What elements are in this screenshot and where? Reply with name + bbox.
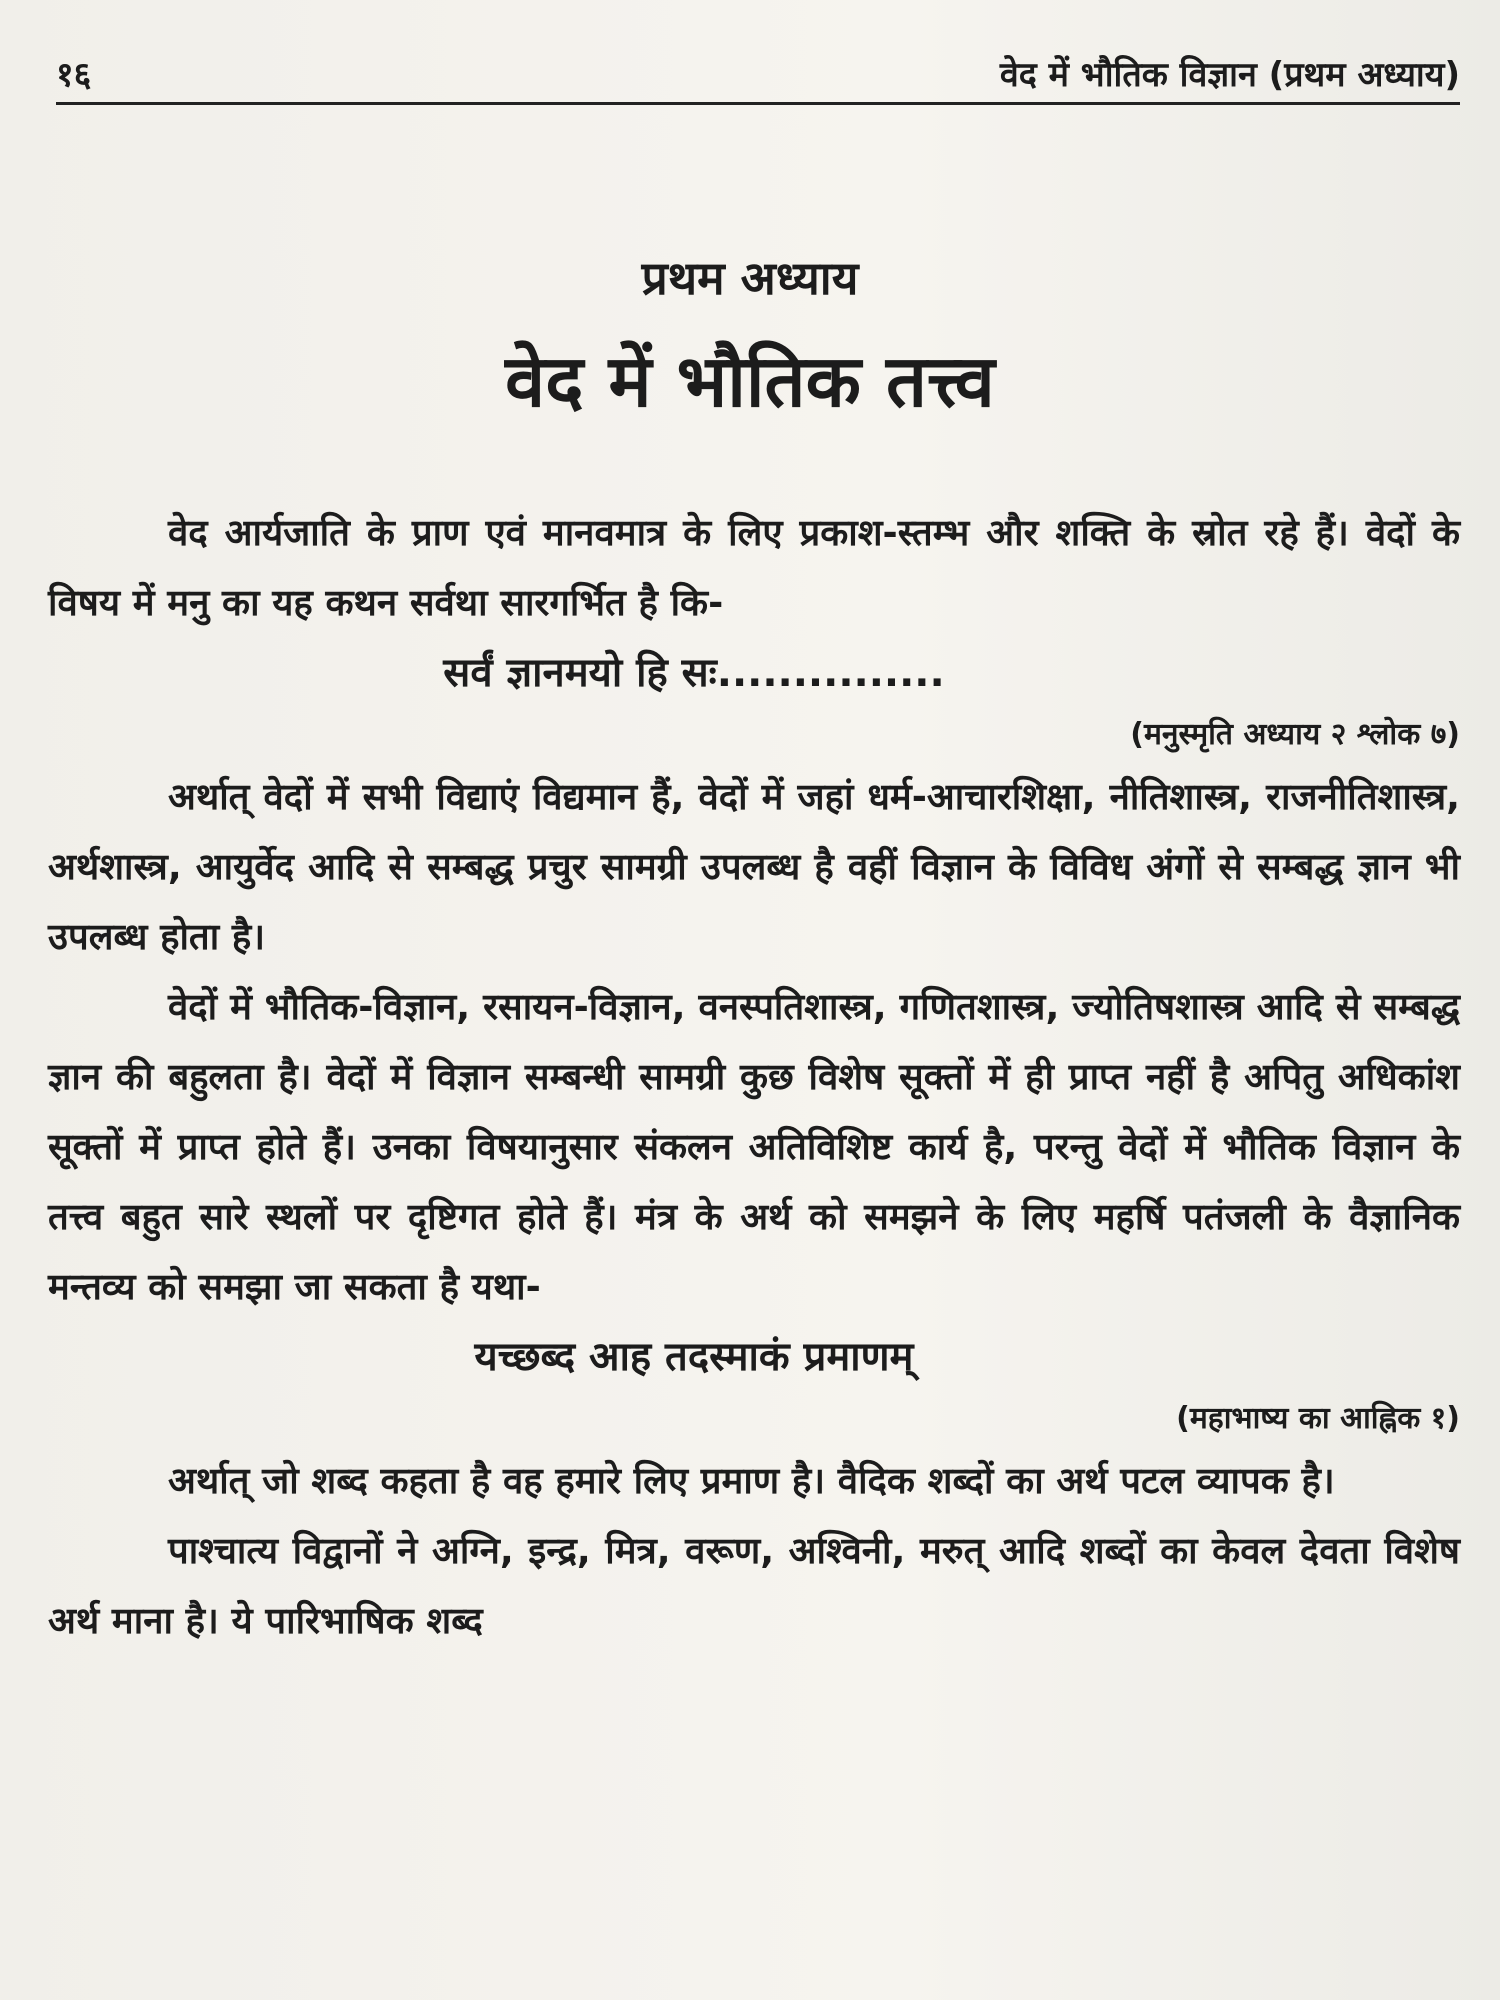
chapter-label: प्रथम अध्याय: [641, 251, 859, 305]
chapter-title: वेद में भौतिक तत्त्व: [505, 339, 995, 423]
paragraph-4: अर्थात् जो शब्द कहता है वह हमारे लिए प्रमाण है। वैदिक शब्दों का अर्थ पटल व्यापक है।: [168, 1459, 1335, 1502]
verse-2: यच्छब्द आह तदस्माकं प्रमाणम्: [474, 1334, 914, 1380]
verse-1: सर्वं ज्ञानमयो हि सः...............: [443, 650, 945, 696]
paragraph-3: वेदों में भौतिक-विज्ञान, रसायन-विज्ञान, वनस्पतिशास्त्र, गणितशास्त्र, ज्योतिषशास्त्र आदि से सम्बद्ध ज्ञान की बहुलता है। वेदों में विज्ञान सम्बन्धी सामग्री कुछ विशेष सूक्तों में ही प्राप्त नहीं है अपितु अधिकांश सूक्तों में प्राप्त होते हैं। उनका विषयानुसार संकलन अतिविशिष्ट कार्य है, परन्तु वेदों में भौतिक विज्ञान के तत्त्व बहुत सारे स्थलों पर दृष्टिगत होते हैं। मंत्र के अर्थ को समझने के लिए महर्षि पतंजली के वैज्ञानिक मन्तव्य को समझा जा सकता है यथा-: [48, 985, 1460, 1308]
paragraph-1: वेद आर्यजाति के प्राण एवं मानवमात्र के लिए प्रकाश-स्तम्भ और शक्ति के स्रोत रहे हैं। वेदों के विषय में मनु का यह कथन सर्वथा सारगर्भित है कि-: [48, 511, 1460, 624]
citation-2: (महाभाष्य का आह्निक १): [1176, 1401, 1460, 1436]
page-body: [48, 498, 1460, 1656]
running-title: वेद में भौतिक विज्ञान (प्रथम अध्याय): [999, 55, 1460, 95]
paragraph-2: अर्थात् वेदों में सभी विद्याएं विद्यमान हैं, वेदों में जहां धर्म-आचारशिक्षा, नीतिशास्त्र, राजनीतिशास्त्र, अर्थशास्त्र, आयुर्वेद आदि से सम्बद्ध प्रचुर सामग्री उपलब्ध है वहीं विज्ञान के विविध अंगों से सम्बद्ध ज्ञान भी उपलब्ध होता है।: [48, 775, 1460, 958]
paragraph-5: पाश्चात्य विद्वानों ने अग्नि, इन्द्र, मित्र, वरूण, अश्विनी, मरुत् आदि शब्दों का केवल देवता विशेष अर्थ माना है। ये पारिभाषिक शब्द: [48, 1529, 1460, 1642]
citation-1: (मनुस्मृति अध्याय २ श्लोक ७): [1130, 717, 1460, 752]
page-number: १६: [56, 55, 92, 95]
running-header: [56, 44, 1460, 105]
